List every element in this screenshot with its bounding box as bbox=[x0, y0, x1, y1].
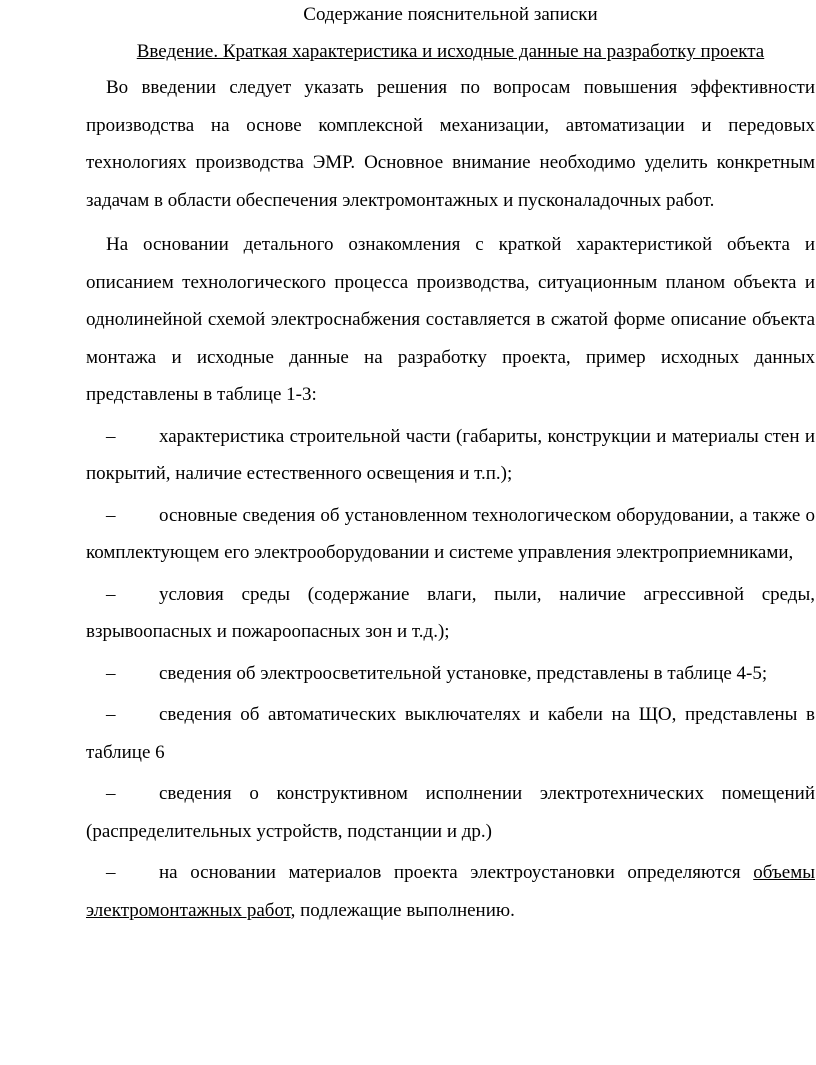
list-marker: – bbox=[106, 704, 116, 725]
list-item bbox=[86, 418, 815, 493]
document-title: Содержание пояснительной записки bbox=[303, 4, 598, 25]
document-page bbox=[86, 0, 815, 929]
list-item-text: условия среды (содержание влаги, пыли, наличие агрессивной среды, взрывоопасных и пожароопасных зон и т.д.); bbox=[86, 583, 815, 642]
list-item-text: сведения об электроосветительной установке, представлены в таблице 4-5; bbox=[159, 662, 768, 684]
list-item-text: на основании материалов проекта электроустановки определяются bbox=[159, 862, 741, 883]
list-marker: – bbox=[106, 425, 116, 447]
list-item-text: сведения о конструктивном исполнении электротехнических помещений (распределительных устройств, подстанции и др.) bbox=[86, 783, 815, 842]
section-heading: Введение. Краткая характеристика и исходные данные на разработку проекта bbox=[136, 41, 765, 62]
list-marker: – bbox=[106, 504, 116, 526]
list-item bbox=[86, 775, 815, 850]
list-marker: – bbox=[106, 662, 116, 684]
list-item-text: характеристика строительной части (габариты, конструкции и материалы стен и покрытий, наличие естественного освещения и т.п.); bbox=[86, 425, 815, 484]
underlined-phrase: объемы электромонтажных работ bbox=[86, 862, 815, 921]
list-item bbox=[86, 696, 815, 771]
list-item bbox=[86, 576, 815, 651]
list-marker: – bbox=[106, 583, 116, 605]
basis-paragraph: На основании детального ознакомления с краткой характеристикой объекта и описанием технологического процесса производства, ситуационным планом объекта и однолинейной схемой электроснабжения составляется в сжатой форме описание объекта монтажа и исходные данные на разработку проекта, пример исходных данных представлены в таблице 1-3: bbox=[86, 234, 815, 405]
list-marker: – bbox=[106, 783, 116, 804]
list-item-text: основные сведения об установленном технологическом оборудовании, а также о комплектующем его электрооборудовании и системе управления электроприемниками, bbox=[86, 504, 815, 563]
list-item-text: сведения об автоматических выключателях и кабели на ЩО, представлены в таблице 6 bbox=[86, 704, 815, 763]
list-item bbox=[86, 854, 815, 929]
list-item-tail: , подлежащие выполнению. bbox=[290, 899, 515, 921]
intro-paragraph: Во введении следует указать решения по вопросам повышения эффективности производства на основе комплексной механизации, автоматизации и передовых технологиях производства ЭМР. Основное внимание необходимо уделить конкретным задачам в области обеспечения электромонтажных и пусконаладочных работ. bbox=[86, 77, 815, 211]
list-marker: – bbox=[106, 862, 116, 883]
list-item bbox=[86, 655, 815, 693]
list-item bbox=[86, 497, 815, 572]
